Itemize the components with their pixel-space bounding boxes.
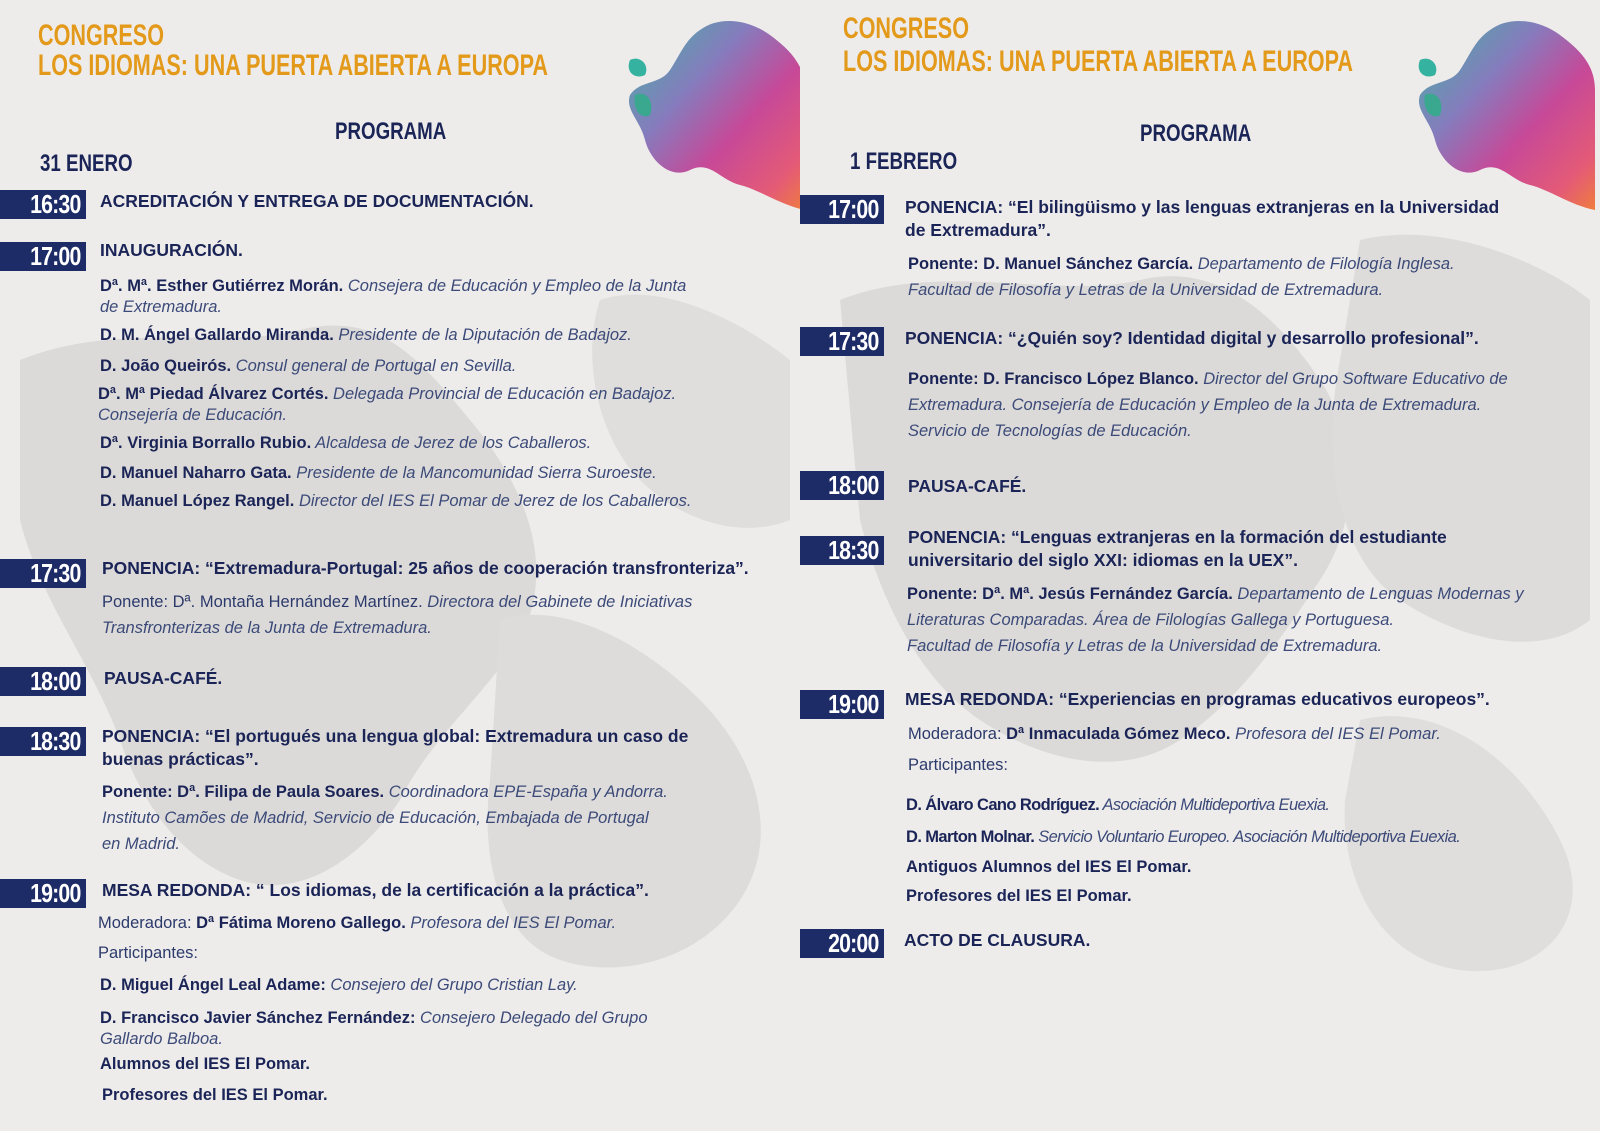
time-badge: 19:00	[0, 879, 86, 908]
session-title: ACREDITACIÓN Y ENTREGA DE DOCUMENTACIÓN.	[100, 191, 534, 211]
speaker-line: D. Manuel Naharro Gata. Presidente de la Mancomunidad Sierra Suroeste.	[100, 464, 657, 482]
time-badge: 17:30	[0, 559, 86, 588]
time-badge: 16:30	[0, 190, 86, 219]
speaker-line: D. Manuel López Rangel. Director del IES El Pomar de Jerez de los Caballeros.	[100, 492, 692, 510]
session-title: INAUGURACIÓN.	[100, 240, 243, 260]
programa-heading: PROGRAMA	[1140, 120, 1252, 147]
speaker-line: Ponente: Dª. Filipa de Paula Soares. Coordinadora EPE-España y Andorra.	[102, 783, 668, 801]
moderator-line: Moderadora: Dª Fátima Moreno Gallego. Profesora del IES El Pomar.	[98, 914, 617, 932]
session-title: PONENCIA: “El bilingüismo y las lenguas extranjeras en la Universidad	[905, 197, 1500, 217]
time-badge: 18:30	[800, 536, 884, 565]
time-badge: 20:00	[800, 929, 884, 958]
participant-line: Profesores del IES El Pomar.	[102, 1086, 328, 1104]
congress-title-line1: CONGRESO	[843, 12, 970, 45]
speaker-line: Dª. Mª Piedad Álvarez Cortés. Delegada Provincial de Educación en Badajoz.	[98, 385, 677, 403]
date-heading: 31 ENERO	[40, 150, 133, 177]
time-badge: 18:00	[0, 667, 86, 696]
speaker-role-cont: Instituto Camões de Madrid, Servicio de Educación, Embajada de Portugal	[102, 809, 649, 827]
participants-label: Participantes:	[98, 944, 198, 962]
session-title: MESA REDONDA: “Experiencias en programas educativos europeos”.	[905, 689, 1490, 709]
participant-line: D. Álvaro Cano Rodríguez. Asociación Multideportiva Euexia.	[906, 796, 1330, 814]
speaker-line: Ponente: Dª. Mª. Jesús Fernández García. Departamento de Lenguas Modernas y	[907, 585, 1524, 603]
speaker-role-cont: Facultad de Filosofía y Letras de la Universidad de Extremadura.	[907, 637, 1383, 655]
session-title: PONENCIA: “Lenguas extranjeras en la formación del estudiante	[908, 527, 1447, 547]
speaker-role-cont: Transfronterizas de la Junta de Extremadura.	[102, 619, 432, 637]
session-title: MESA REDONDA: “ Los idiomas, de la certificación a la práctica”.	[102, 880, 649, 900]
session-title: PAUSA-CAFÉ.	[908, 476, 1027, 496]
time-badge: 19:00	[800, 690, 884, 719]
time-badge: 17:30	[800, 327, 884, 356]
moderator-line: Moderadora: Dª Inmaculada Gómez Meco. Profesora del IES El Pomar.	[908, 725, 1441, 743]
speaker-role-cont: en Madrid.	[102, 835, 180, 853]
program-page-right	[800, 0, 1600, 1131]
participant-line: Alumnos del IES El Pomar.	[100, 1055, 310, 1073]
europe-map-illustration	[1410, 10, 1600, 220]
time-badge: 17:00	[800, 195, 884, 224]
speaker-line: D. M. Ángel Gallardo Miranda. Presidente de la Diputación de Badajoz.	[100, 326, 632, 344]
congress-title-line2: LOS IDIOMAS: UNA PUERTA ABIERTA A EUROPA	[38, 49, 548, 82]
session-title-cont: buenas prácticas”.	[102, 749, 259, 769]
participant-line: Antiguos Alumnos del IES El Pomar.	[906, 858, 1192, 876]
congress-title-line2: LOS IDIOMAS: UNA PUERTA ABIERTA A EUROPA	[843, 45, 1353, 78]
speaker-role-cont: Extremadura. Consejería de Educación y Empleo de la Junta de Extremadura.	[908, 396, 1482, 414]
session-title-cont: universitario del siglo XXI: idiomas en la UEX”.	[908, 550, 1298, 570]
programa-heading: PROGRAMA	[335, 118, 447, 145]
session-title: PAUSA-CAFÉ.	[104, 668, 223, 688]
session-title: PONENCIA: “El portugués una lengua global: Extremadura un caso de	[102, 726, 689, 746]
participants-label: Participantes:	[908, 756, 1008, 774]
participant-line: D. Francisco Javier Sánchez Fernández: Consejero Delegado del Grupo	[100, 1009, 648, 1027]
speaker-role-cont: Facultad de Filosofía y Letras de la Universidad de Extremadura.	[908, 281, 1384, 299]
session-title: PONENCIA: “Extremadura-Portugal: 25 años de cooperación transfronteriza”.	[102, 558, 749, 578]
speaker-line: Ponente: Dª. Montaña Hernández Martínez. Directora del Gabinete de Iniciativas	[102, 593, 693, 611]
europe-map-illustration	[620, 10, 800, 220]
speaker-line: Ponente: D. Manuel Sánchez García. Departamento de Filología Inglesa.	[908, 255, 1455, 273]
participant-role-cont: Gallardo Balboa.	[100, 1030, 223, 1048]
speaker-line: Dª. Mª. Esther Gutiérrez Morán. Consejera de Educación y Empleo de la Junta	[100, 277, 687, 295]
time-badge: 18:00	[800, 471, 884, 500]
session-title-cont: de Extremadura”.	[905, 220, 1051, 240]
speaker-role-cont: de Extremadura.	[100, 298, 222, 316]
speaker-line: Dª. Virginia Borrallo Rubio. Alcaldesa de Jerez de los Caballeros.	[100, 434, 592, 452]
speaker-line: Ponente: D. Francisco López Blanco. Director del Grupo Software Educativo de	[908, 370, 1508, 388]
speaker-role-cont: Literaturas Comparadas. Área de Filologías Gallega y Portuguesa.	[907, 611, 1395, 629]
time-badge: 17:00	[0, 242, 86, 271]
participant-line: Profesores del IES El Pomar.	[906, 887, 1132, 905]
session-title: ACTO DE CLAUSURA.	[904, 930, 1091, 950]
speaker-role-cont: Consejería de Educación.	[98, 406, 287, 424]
speaker-role-cont: Servicio de Tecnologías de Educación.	[908, 422, 1192, 440]
date-heading: 1 FEBRERO	[850, 148, 958, 175]
speaker-line: D. João Queirós. Consul general de Portugal en Sevilla.	[100, 357, 517, 375]
congress-title-line1: CONGRESO	[38, 19, 165, 52]
session-title: PONENCIA: “¿Quién soy? Identidad digital y desarrollo profesional”.	[905, 328, 1479, 348]
time-badge: 18:30	[0, 727, 86, 756]
participant-line: D. Marton Molnar. Servicio Voluntario Europeo. Asociación Multideportiva Euexia.	[906, 828, 1461, 846]
participant-line: D. Miguel Ángel Leal Adame: Consejero del Grupo Cristian Lay.	[100, 976, 578, 994]
